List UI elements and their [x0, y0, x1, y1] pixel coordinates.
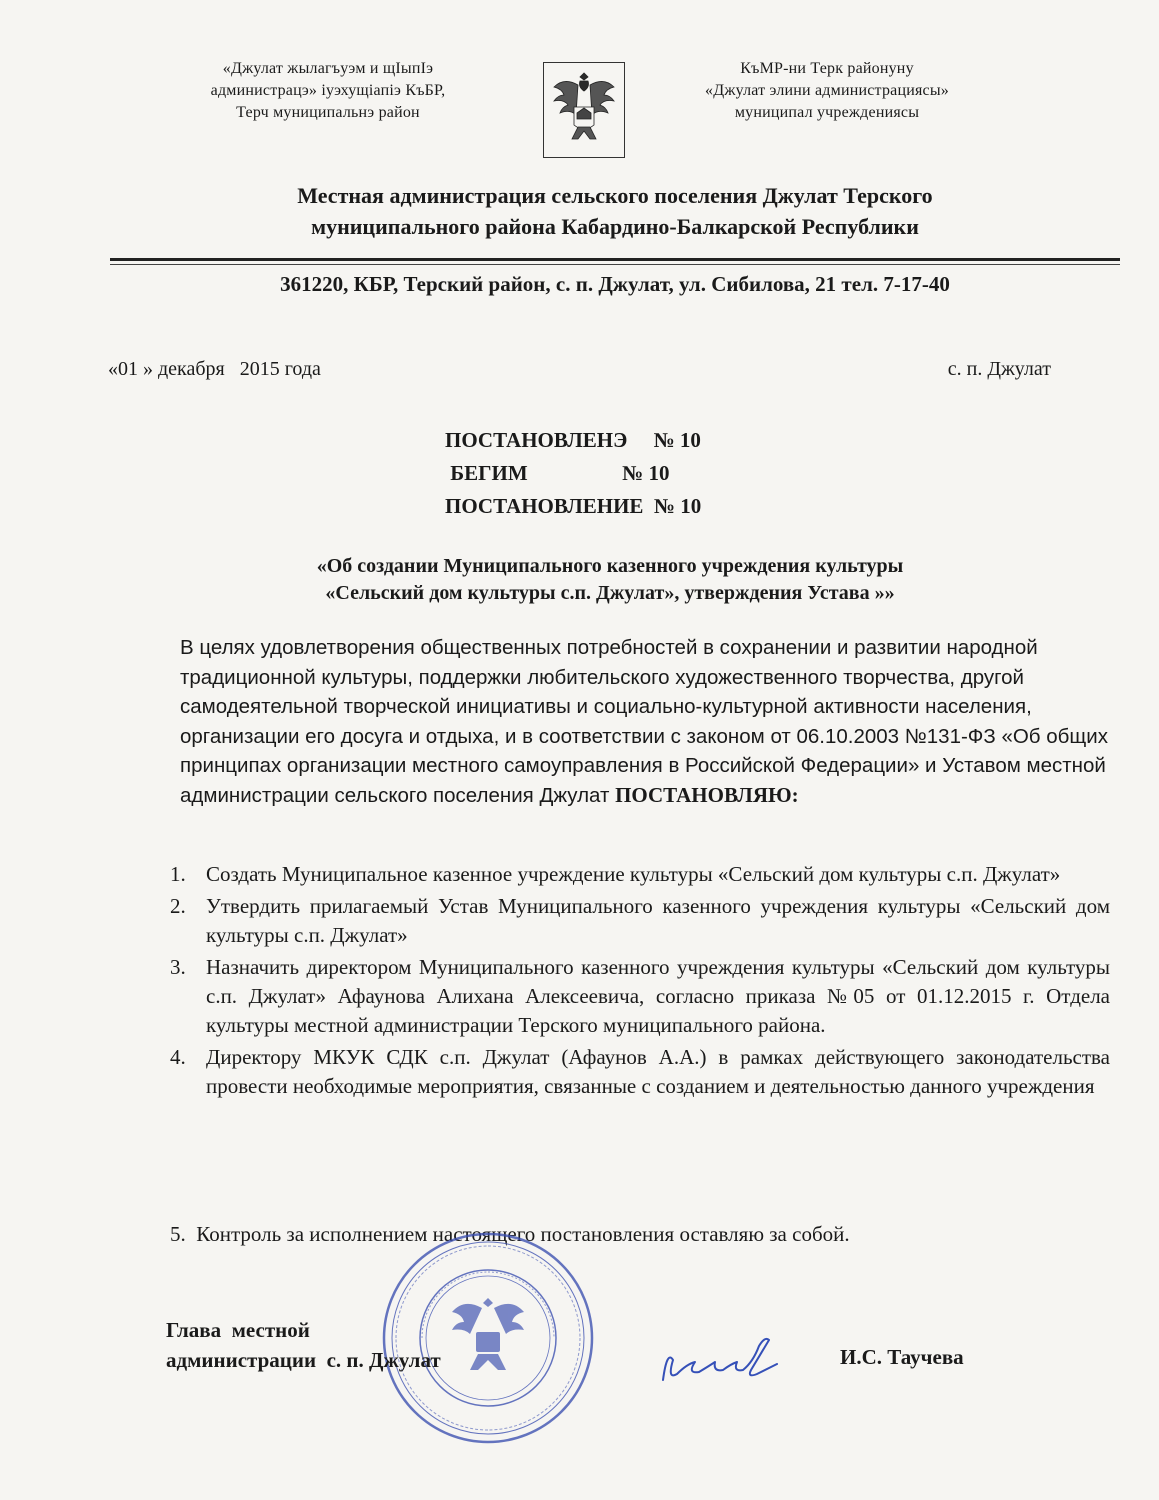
header-divider-thin	[110, 264, 1120, 265]
item-text: Утвердить прилагаемый Устав Муниципального казенного учреждения культуры «Сельский дом культуры с.п. Джулат»	[206, 894, 1110, 947]
list-item	[170, 953, 1110, 1040]
decree-title-block	[445, 424, 701, 523]
decree-title-russian: ПОСТАНОВЛЕНИЕ № 10	[445, 494, 702, 518]
decree-word: ПОСТАНОВЛЯЮ:	[615, 782, 799, 807]
decree-title-kabardian: ПОСТАНОВЛЕНЭ № 10	[445, 428, 701, 452]
item-text: Создать Муниципальное казенное учреждение культуры «Сельский дом культуры с.п. Джулат»	[206, 862, 1061, 886]
eagle-emblem-icon	[544, 63, 624, 157]
decree-items-list	[170, 860, 1110, 1104]
header-left-text: «Джулат жылагъуэм и щIыпIэ администрацэ» iуэхущiапiэ КъБР, Терч муниципальнэ район	[210, 60, 446, 121]
signatory-name: И.С. Таучева	[840, 1345, 964, 1369]
decree-subject	[100, 553, 1120, 607]
item-5-control: 5. Контроль за исполнением настоящего постановления оставляю за собой.	[170, 1222, 850, 1246]
header-right-text: КъМР-ни Терк районуну «Джулат элини администрациясы» муниципал учреждениясы	[705, 60, 949, 121]
preamble-text: В целях удовлетворения общественных потребностей в сохранении и развитии народной традиционной культуры, поддержки любительского художественного творчества, другой самодеятельной творческой инициативы и социально-культурной активности населения, организации его досуга и отдыха, и в соответствии с законом от 06.10.2003 №131-ФЗ «Об общих принципах организации местного самоуправления в Российской Федерации» и Уставом местной администрации сельского поселения Джулат	[180, 636, 1108, 807]
item-text: Назначить директором Муниципального казенного учреждения культуры «Сельский дом культуры с.п. Джулат» Афаунова Алихана Алексеевича, согласно приказа №05 от 01.12.2015 г. Отдела культуры местной администрации Терского муниципального района.	[206, 955, 1110, 1037]
preamble-paragraph	[108, 633, 1118, 810]
signatory-role: Глава местной администрации с. п. Джулат	[166, 1318, 441, 1372]
document-date: «01 » декабря 2015 года	[108, 358, 321, 380]
list-item	[170, 1043, 1110, 1101]
subject-line-1: «Об создании Муниципального казенного учреждения культуры	[316, 555, 904, 577]
subject-line-2: «Сельский дом культуры с.п. Джулат», утверждения Устава »»	[325, 582, 895, 604]
signature-icon	[655, 1330, 795, 1400]
organization-address: 361220, КБР, Терский район, с. п. Джулат, ул. Сибилова, 21 тел. 7-17-40	[280, 272, 950, 296]
item-number: 4.	[170, 1045, 186, 1069]
header-divider-thick	[110, 258, 1120, 261]
document-place: с. п. Джулат	[947, 358, 1051, 380]
organization-title: Местная администрация сельского поселения Джулат Терского муниципального района Кабардино-Балкарской Республики	[297, 183, 933, 239]
item-text: Директору МКУК СДК с.п. Джулат (Афаунов А.А.) в рамках действующего законодательства провести необходимые мероприятия, связанные с созданием и деятельностью данного учреждения	[206, 1045, 1110, 1098]
list-item	[170, 860, 1110, 889]
item-number: 2.	[170, 894, 186, 918]
coat-of-arms-icon	[543, 62, 625, 158]
item-number: 3.	[170, 955, 186, 979]
item-number: 1.	[170, 862, 186, 886]
list-item	[170, 892, 1110, 950]
decree-title-balkar: БЕГИМ № 10	[445, 461, 670, 485]
